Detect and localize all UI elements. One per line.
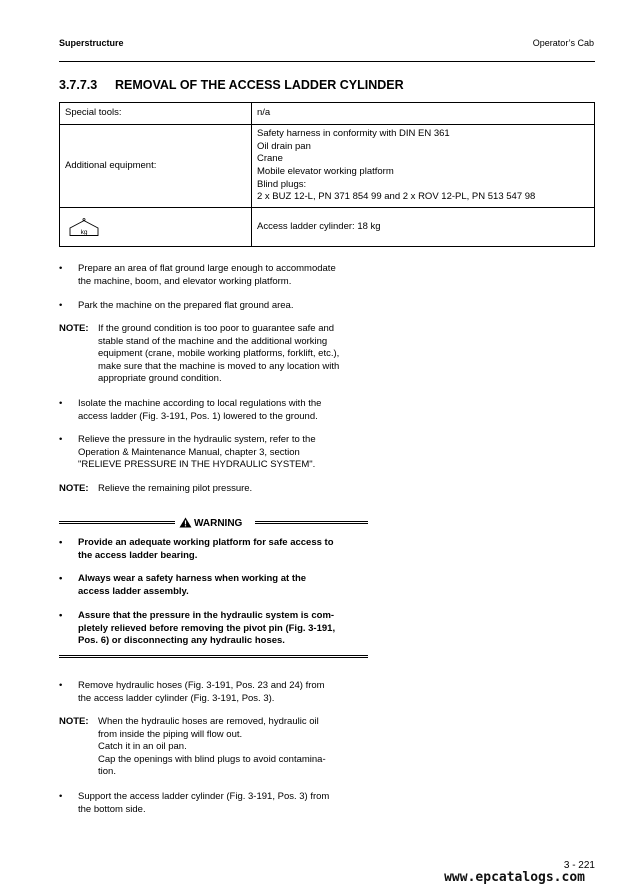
warning-item: [59, 610, 368, 648]
warning-line: the access ladder bearing.: [78, 549, 198, 561]
note-label: NOTE:: [59, 716, 89, 727]
step-line: Operation & Maintenance Manual, chapter 3, section: [78, 446, 300, 458]
table-row-weight: [60, 208, 595, 247]
note-line: When the hydraulic hoses are removed, hydraulic oil: [98, 716, 319, 727]
step-line: Remove hydraulic hoses (Fig. 3-191, Pos. 23 and 24) from: [78, 680, 325, 691]
warning-rule-left: [59, 521, 175, 527]
additional-equipment-list: [252, 125, 595, 208]
weight-kg-icon: [66, 217, 102, 237]
special-tools-value: n/a: [252, 103, 595, 125]
note-line: from inside the piping will flow out.: [98, 728, 243, 740]
bullet-marker: •: [59, 791, 63, 802]
warning-line: Provide an adequate working platform for safe access to: [78, 537, 334, 548]
list-item: [59, 398, 379, 423]
warning-title-group: [179, 517, 242, 529]
note-line: equipment (crane, mobile working platforms, forklift, etc.),: [98, 348, 340, 360]
equipment-item: Crane: [257, 153, 283, 165]
special-tools-label: Special tools:: [60, 103, 252, 125]
note-line: Catch it in an oil pan.: [98, 741, 187, 753]
warning-item: [59, 573, 368, 598]
step-line: Relieve the pressure in the hydraulic system, refer to the: [78, 434, 316, 445]
equipment-item: Blind plugs:: [257, 178, 307, 190]
warning-rule-right: [255, 521, 368, 527]
warning-line: Always wear a safety harness when working at the: [78, 573, 307, 584]
bullet-marker: •: [59, 434, 63, 445]
step-line: Park the machine on the prepared flat ground area.: [78, 300, 294, 311]
warning-header: [59, 516, 368, 531]
note-line: If the ground condition is too poor to guarantee safe and: [98, 323, 335, 334]
step-line: Isolate the machine according to local regulations with the: [78, 398, 322, 409]
note-line: stable stand of the machine and the additional working: [98, 335, 328, 347]
note-line: appropriate ground condition.: [98, 373, 222, 385]
additional-equipment-label: Additional equipment:: [60, 125, 252, 208]
table-row-additional-equipment: [60, 125, 595, 208]
bullet-marker: •: [59, 263, 63, 274]
running-header-chapter: Superstructure: [59, 38, 124, 48]
list-item: [59, 791, 379, 816]
note-text: Relieve the remaining pilot pressure.: [98, 483, 253, 494]
weight-icon-cell: [60, 208, 252, 247]
bullet-marker: •: [59, 398, 63, 409]
weight-icon-label: kg: [80, 229, 88, 236]
warning-line: access ladder assembly.: [78, 585, 189, 597]
header-divider: [59, 61, 595, 62]
website-watermark: www.epcatalogs.com: [444, 870, 585, 885]
note-ground-condition: [59, 323, 379, 386]
note-label: NOTE:: [59, 323, 89, 334]
note-line: Cap the openings with blind plugs to avoid contamina-: [98, 753, 326, 765]
warning-triangle-icon: [179, 517, 192, 528]
table-row-special-tools: [60, 103, 595, 125]
note-line: make sure that the machine is moved to any location with: [98, 360, 340, 372]
step-line: the bottom side.: [78, 803, 146, 815]
bullet-marker: •: [59, 300, 63, 311]
note-label: NOTE:: [59, 483, 89, 494]
warning-item: [59, 537, 368, 562]
page-number: 3 - 221: [563, 860, 595, 871]
bullet-marker: •: [59, 573, 63, 584]
bullet-marker: •: [59, 610, 63, 621]
list-item: [59, 300, 379, 313]
step-line: the machine, boom, and elevator working platform.: [78, 275, 292, 287]
list-item: [59, 680, 379, 705]
bullet-marker: •: [59, 680, 63, 691]
note-pilot-pressure: [59, 483, 379, 496]
warning-line: Assure that the pressure in the hydraulic system is com-: [78, 610, 335, 621]
list-item: [59, 434, 379, 472]
step-line: Support the access ladder cylinder (Fig. 3-191, Pos. 3) from: [78, 791, 330, 802]
equipment-item: Mobile elevator working platform: [257, 166, 394, 177]
bullet-marker: •: [59, 537, 63, 548]
note-hydraulic-oil: [59, 716, 379, 779]
equipment-item: Safety harness in conformity with DIN EN 361: [257, 128, 450, 140]
running-header-section: Operator’s Cab: [532, 38, 594, 48]
step-line: "RELIEVE PRESSURE IN THE HYDRAULIC SYSTEM".: [78, 459, 316, 471]
list-item: [59, 263, 379, 288]
warning-line: pletely relieved before removing the pivot pin (Fig. 3-191,: [78, 622, 336, 634]
weight-value: Access ladder cylinder: 18 kg: [252, 208, 595, 247]
step-line: the access ladder cylinder (Fig. 3-191, Pos. 3).: [78, 692, 275, 704]
section-heading: [59, 78, 404, 92]
warning-line: Pos. 6) or disconnecting any hydraulic hoses.: [78, 635, 285, 647]
warning-end-rule: [59, 655, 368, 663]
equipment-item: Oil drain pan: [257, 140, 311, 152]
section-title: REMOVAL OF THE ACCESS LADDER CYLINDER: [115, 78, 404, 92]
equipment-item: 2 x BUZ 12-L, PN 371 854 99 and 2 x ROV 12-PL, PN 513 547 98: [257, 191, 536, 203]
note-line: tion.: [98, 766, 116, 778]
warning-title: WARNING: [194, 518, 243, 529]
section-number: 3.7.7.3: [59, 78, 98, 92]
step-line: access ladder (Fig. 3-191, Pos. 1) lowered to the ground.: [78, 410, 318, 422]
step-line: Prepare an area of flat ground large enough to accommodate: [78, 263, 336, 274]
tools-table: [59, 102, 595, 247]
